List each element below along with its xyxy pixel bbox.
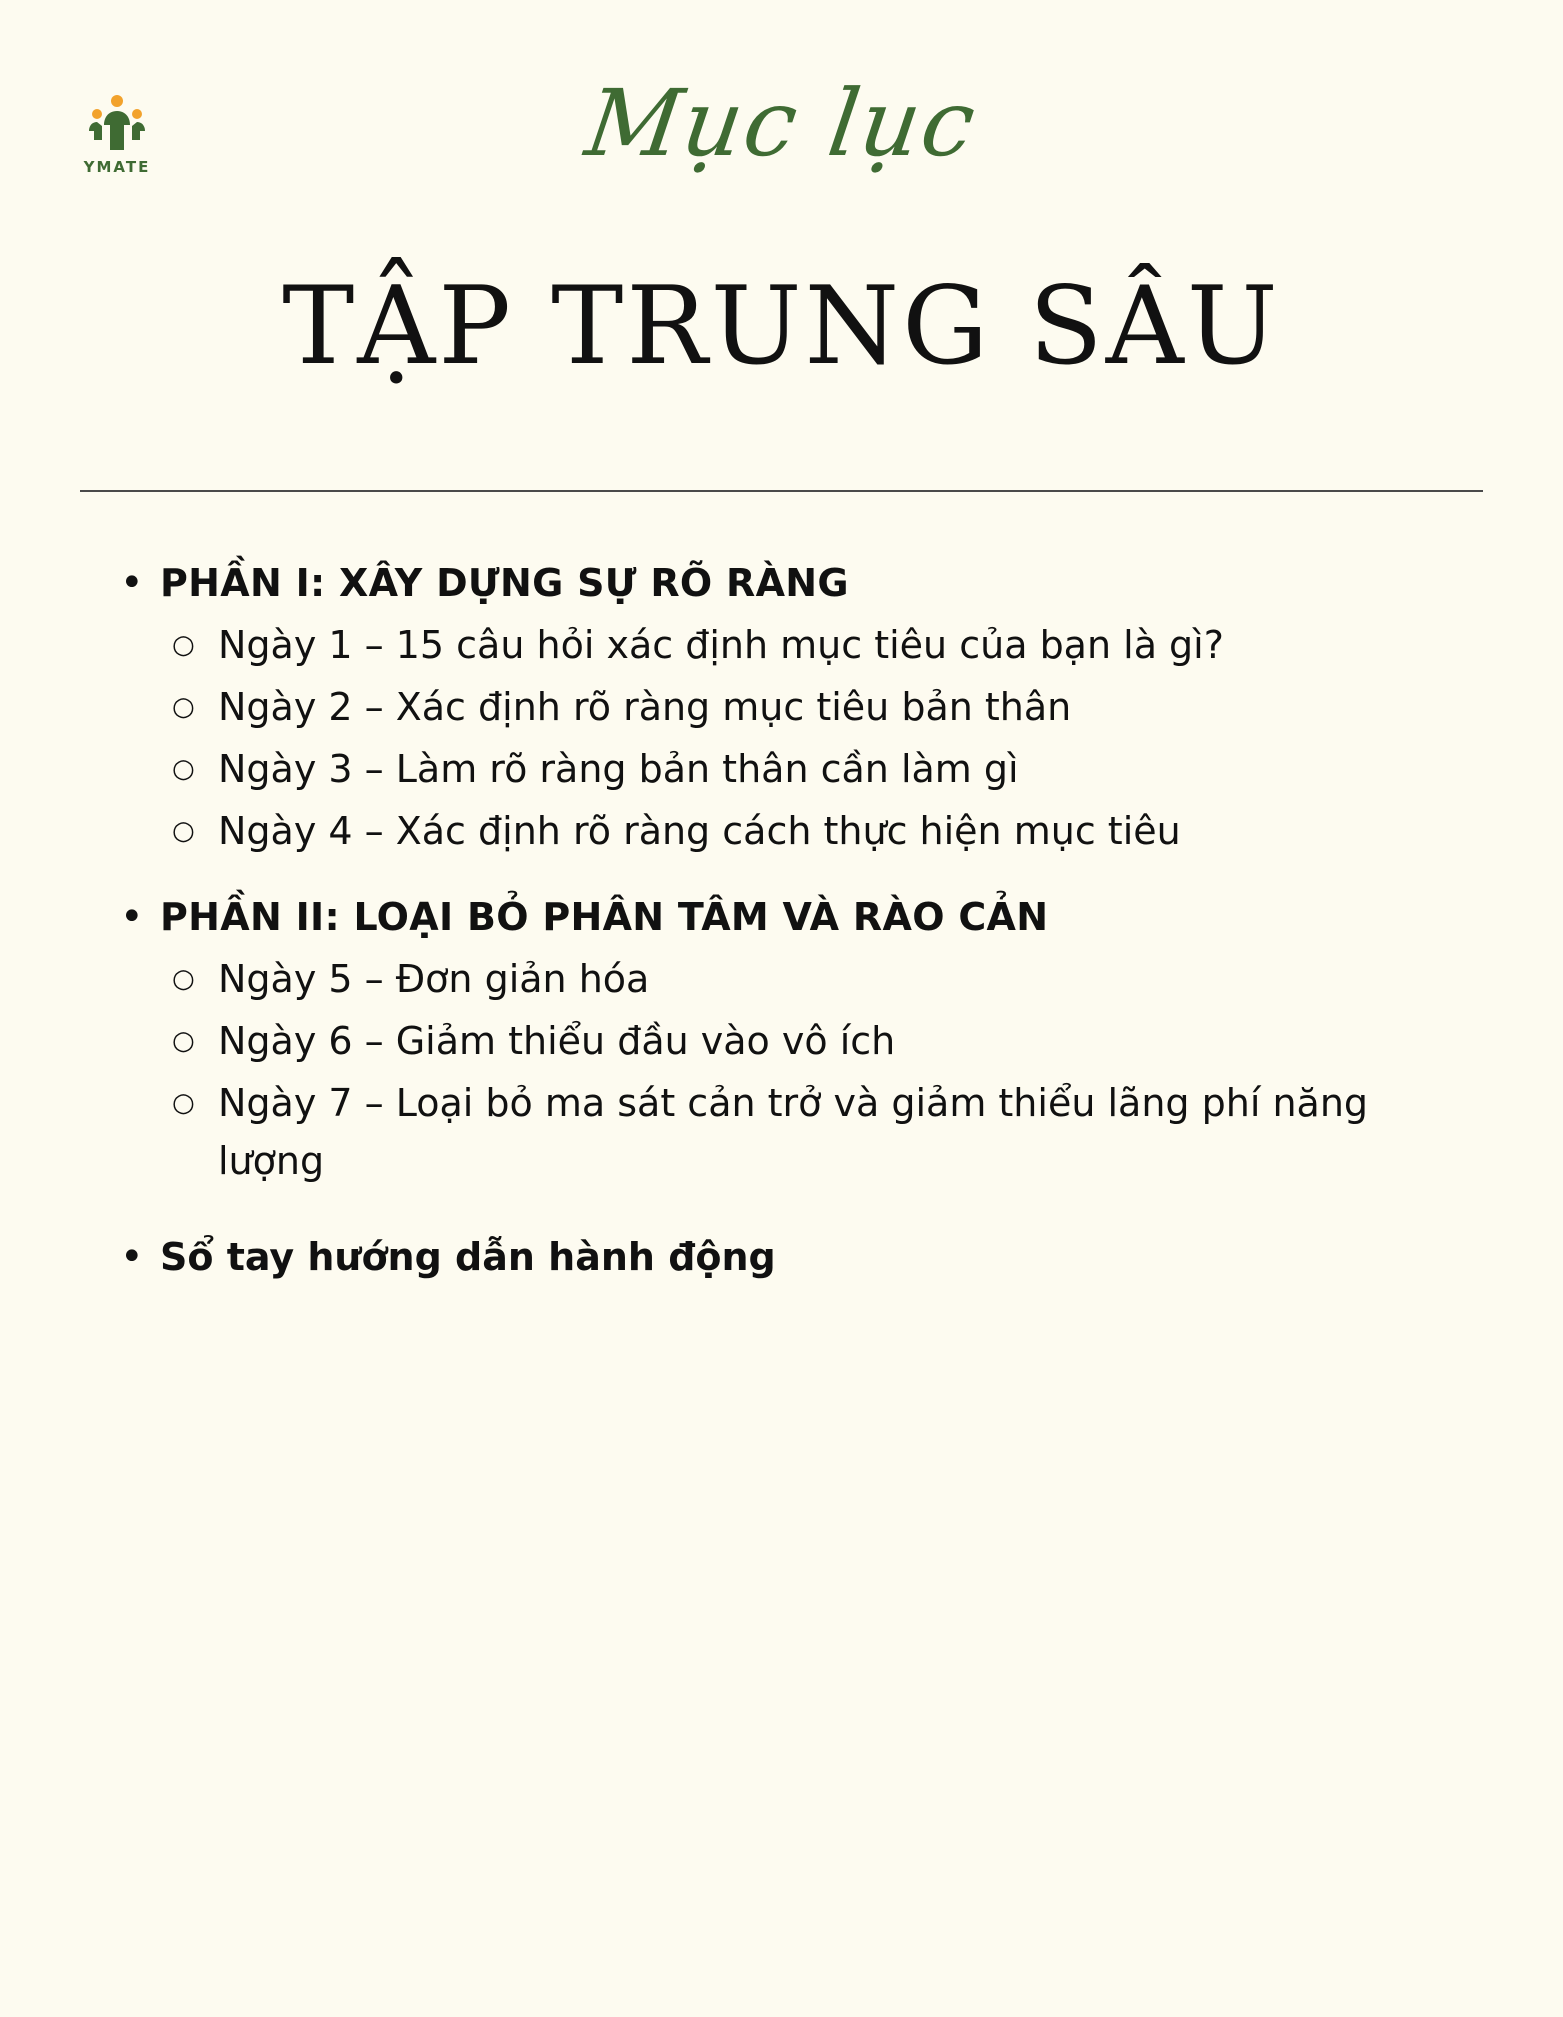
- list-item: [172, 616, 1473, 674]
- circle-bullet-icon: ○: [172, 816, 195, 846]
- toc-section: [120, 560, 1473, 860]
- toc-section-header: [120, 560, 1473, 606]
- list-item: [172, 1074, 1473, 1190]
- page-title: TẬP TRUNG SÂU: [282, 264, 1281, 389]
- toc-section-header: [120, 894, 1473, 940]
- list-item: [172, 678, 1473, 736]
- bullet-icon: •: [120, 560, 144, 606]
- brand-name: YMATE: [83, 158, 151, 176]
- list-item: [172, 1012, 1473, 1070]
- toc-final-label: Sổ tay hướng dẫn hành động: [160, 1235, 776, 1279]
- bullet-icon: •: [120, 1234, 144, 1280]
- toc-item-list: [172, 950, 1473, 1190]
- title-divider: [80, 490, 1483, 492]
- toc-item-list: [172, 616, 1473, 860]
- list-item-label: Ngày 5 – Đơn giản hóa: [218, 957, 650, 1001]
- bullet-icon: •: [120, 894, 144, 940]
- list-item-label: Ngày 2 – Xác định rõ ràng mục tiêu bản thân: [218, 685, 1072, 729]
- script-heading: Mục lục: [579, 70, 984, 177]
- circle-bullet-icon: ○: [172, 630, 195, 660]
- toc-section-title: PHẦN I: XÂY DỰNG SỰ RÕ RÀNG: [160, 561, 849, 605]
- toc-section-title: PHẦN II: LOẠI BỎ PHÂN TÂM VÀ RÀO CẢN: [160, 895, 1049, 939]
- circle-bullet-icon: ○: [172, 692, 195, 722]
- table-of-contents: [120, 560, 1473, 1280]
- toc-section: [120, 894, 1473, 1190]
- list-item: [172, 950, 1473, 1008]
- list-item-label: Ngày 7 – Loại bỏ ma sát cản trở và giảm thiểu lãng phí năng lượng: [218, 1081, 1369, 1183]
- circle-bullet-icon: ○: [172, 1088, 195, 1118]
- list-item-label: Ngày 4 – Xác định rõ ràng cách thực hiện mục tiêu: [218, 809, 1181, 853]
- circle-bullet-icon: ○: [172, 1026, 195, 1056]
- toc-final-entry: [120, 1234, 1473, 1280]
- circle-bullet-icon: ○: [172, 964, 195, 994]
- list-item-label: Ngày 6 – Giảm thiểu đầu vào vô ích: [218, 1019, 896, 1063]
- list-item: [172, 802, 1473, 860]
- list-item: [172, 740, 1473, 798]
- circle-bullet-icon: ○: [172, 754, 195, 784]
- list-item-label: Ngày 3 – Làm rõ ràng bản thân cần làm gì: [218, 747, 1019, 791]
- list-item-label: Ngày 1 – 15 câu hỏi xác định mục tiêu của bạn là gì?: [218, 623, 1224, 667]
